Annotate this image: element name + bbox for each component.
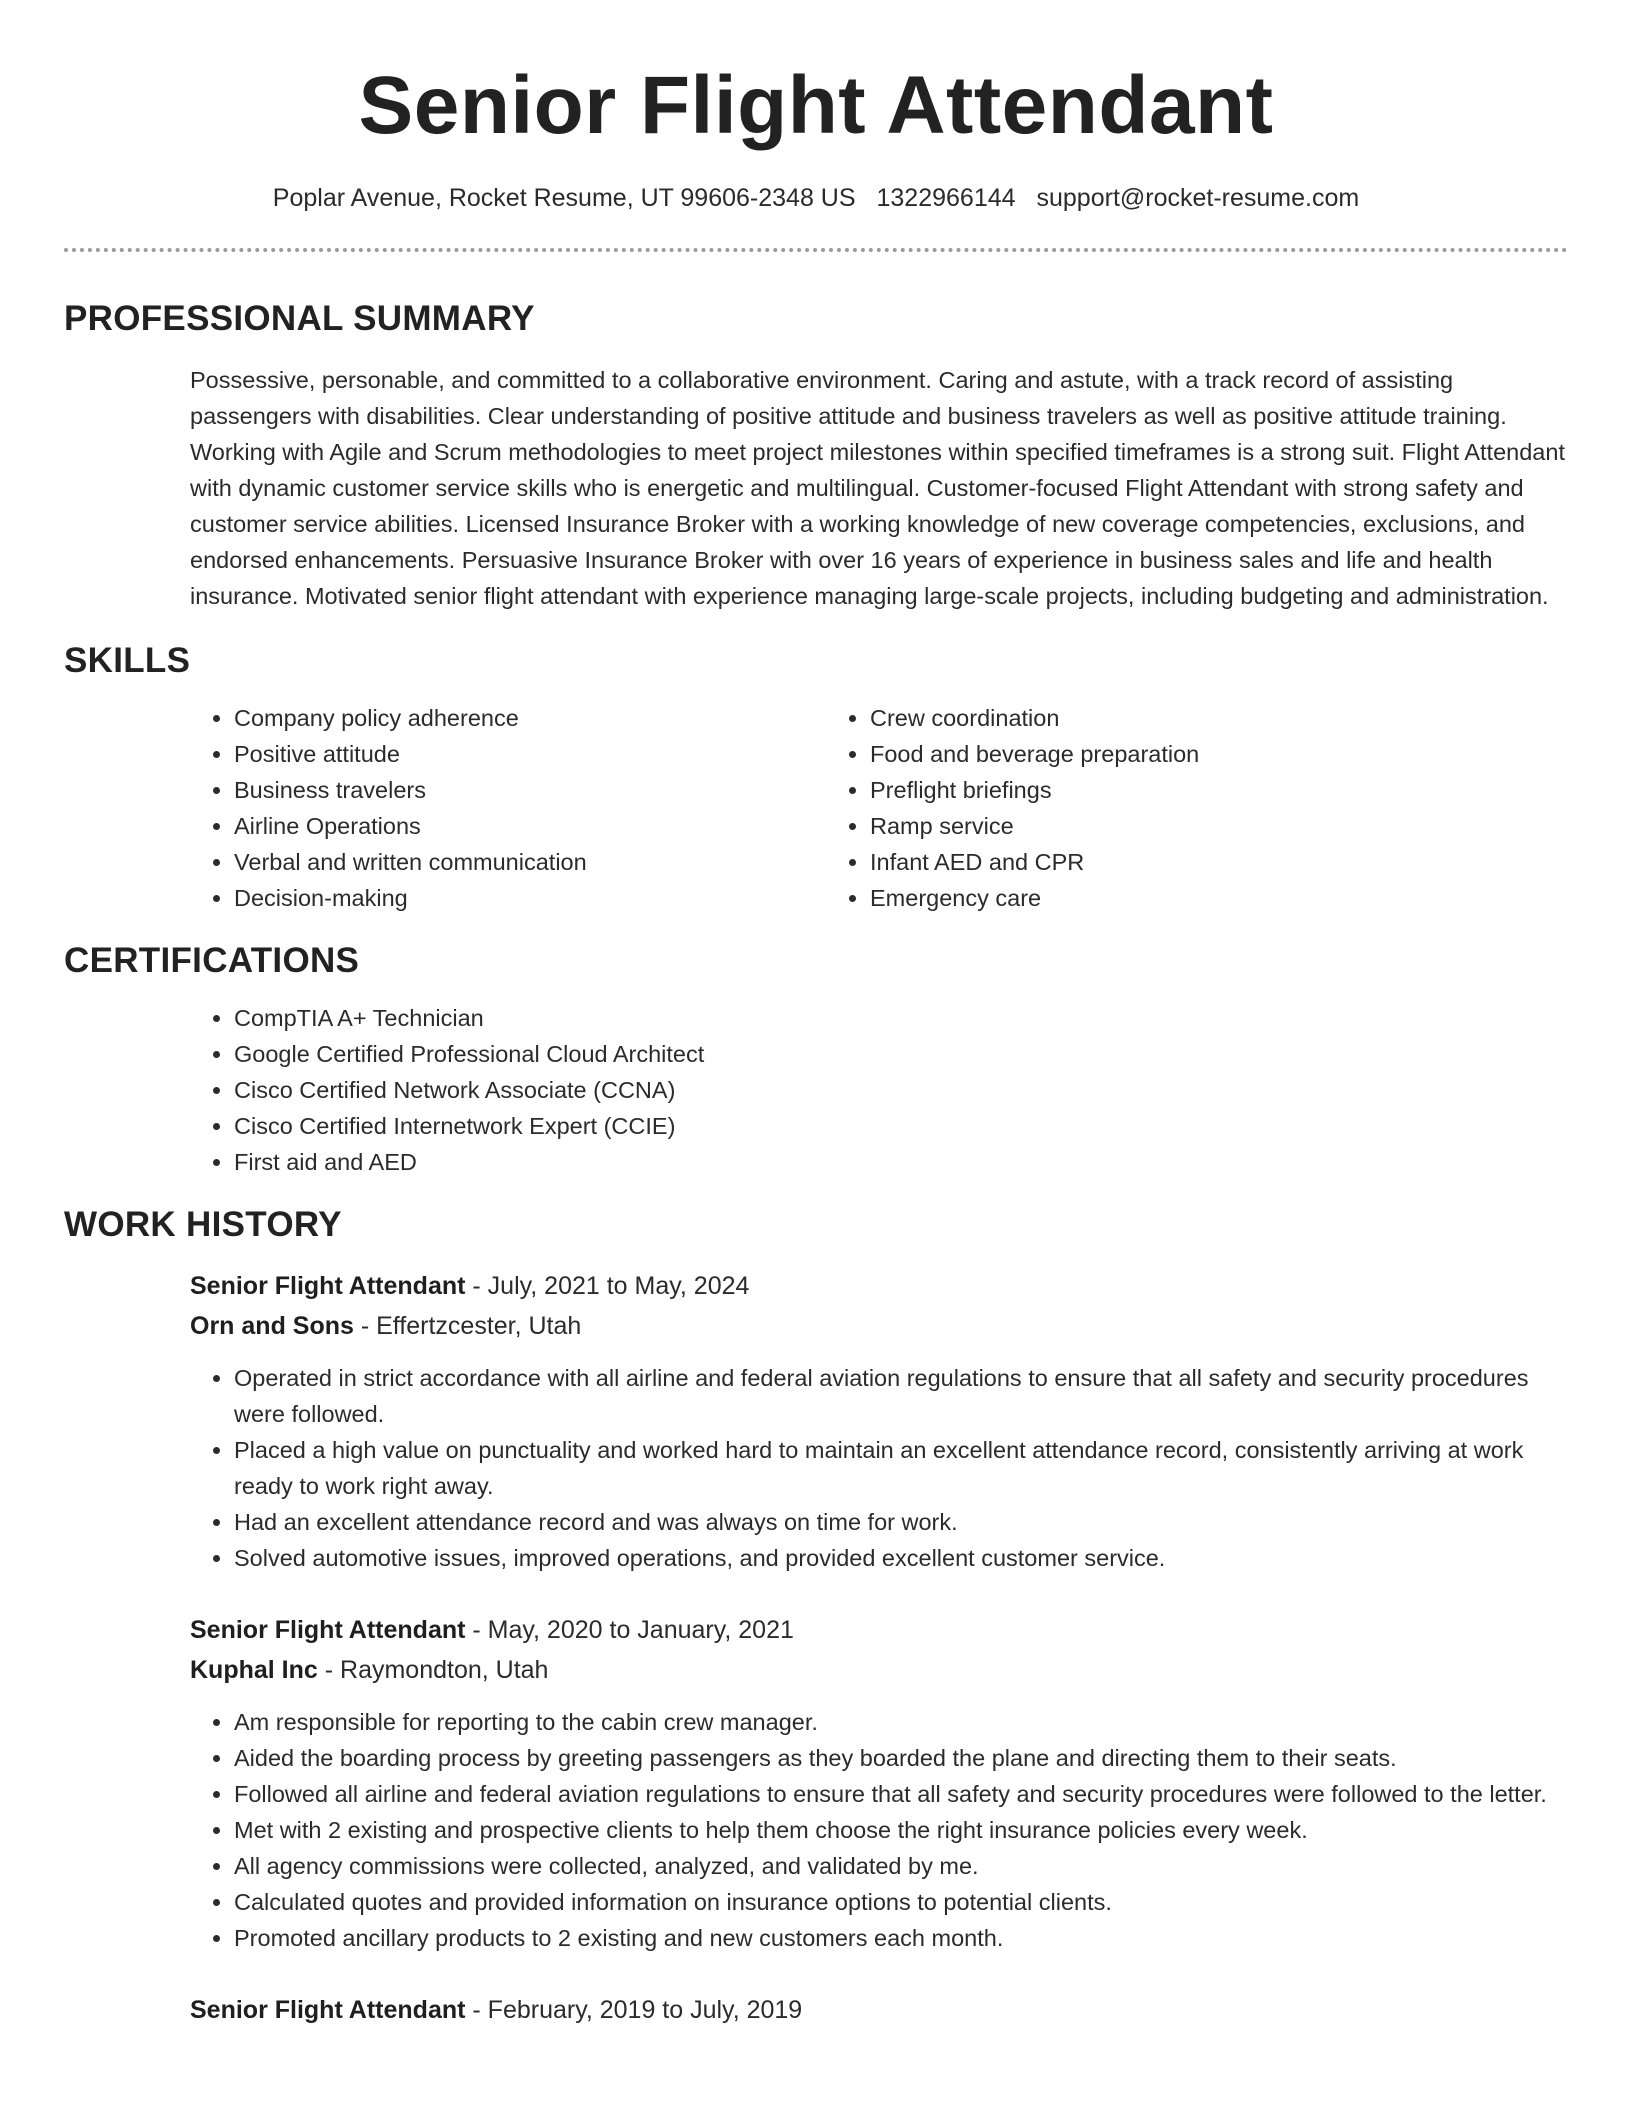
job-title-line <box>190 1266 1568 1306</box>
certification-item: • CompTIA A+ Technician <box>234 1000 1568 1036</box>
skills-column-right <box>826 700 1462 916</box>
skills-heading: SKILLS <box>64 641 191 680</box>
work-history-heading: WORK HISTORY <box>64 1205 342 1244</box>
skill-item: • Verbal and written communication <box>234 844 826 880</box>
skills-column-left <box>190 700 826 916</box>
contact-email: support@rocket-resume.com <box>1036 184 1360 212</box>
contact-phone: 1322966144 <box>876 184 1016 212</box>
job-role: Senior Flight Attendant <box>190 1996 466 2024</box>
skill-item: • Business travelers <box>234 772 826 808</box>
header-divider <box>64 248 1568 252</box>
job-dates: - February, 2019 to July, 2019 <box>465 1996 803 2024</box>
job-company: Kuphal Inc <box>190 1656 318 1684</box>
skill-item: • Airline Operations <box>234 808 826 844</box>
job-bullet: • Operated in strict accordance with all airline and federal aviation regulations to ensure that all safety and security procedures were followed. <box>234 1360 1568 1432</box>
job-bullet: • Followed all airline and federal aviation regulations to ensure that all safety and security procedures were followed to the letter. <box>234 1776 1568 1812</box>
skill-item: • Food and beverage preparation <box>870 736 1462 772</box>
skills-list <box>190 700 1568 916</box>
job-bullets <box>190 1360 1568 1576</box>
certification-item: • First aid and AED <box>234 1144 1568 1180</box>
job-dates: - July, 2021 to May, 2024 <box>465 1272 750 1300</box>
certification-item: • Cisco Certified Network Associate (CCNA) <box>234 1072 1568 1108</box>
certification-item: • Cisco Certified Internetwork Expert (CCIE) <box>234 1108 1568 1144</box>
certifications-heading: CERTIFICATIONS <box>64 941 360 980</box>
skill-item: • Company policy adherence <box>234 700 826 736</box>
skill-item: • Emergency care <box>870 880 1462 916</box>
contact-line <box>64 182 1568 214</box>
job-role: Senior Flight Attendant <box>190 1616 466 1644</box>
job-bullets <box>190 1704 1568 1956</box>
job-title-line <box>190 1990 1568 2030</box>
skill-item: • Ramp service <box>870 808 1462 844</box>
resume-title: Senior Flight Attendant <box>358 60 1274 151</box>
job-bullet: • Had an excellent attendance record and was always on time for work. <box>234 1504 1568 1540</box>
job-entry <box>190 1610 1568 1956</box>
job-entry <box>190 1266 1568 1576</box>
job-bullet: • Met with 2 existing and prospective clients to help them choose the right insurance policies every week. <box>234 1812 1568 1848</box>
skill-item: • Infant AED and CPR <box>870 844 1462 880</box>
skill-item: • Decision-making <box>234 880 826 916</box>
job-bullet: • All agency commissions were collected, analyzed, and validated by me. <box>234 1848 1568 1884</box>
job-bullet: • Am responsible for reporting to the cabin crew manager. <box>234 1704 1568 1740</box>
job-dates: - May, 2020 to January, 2021 <box>465 1616 794 1644</box>
job-bullet: • Placed a high value on punctuality and worked hard to maintain an excellent attendance record, consistently arriving at work ready to work right away. <box>234 1432 1568 1504</box>
job-company: Orn and Sons <box>190 1312 354 1340</box>
job-company-line <box>190 1650 1568 1690</box>
contact-address: Poplar Avenue, Rocket Resume, UT 99606-2348 US <box>272 184 856 212</box>
skill-item: • Preflight briefings <box>870 772 1462 808</box>
job-bullet: • Promoted ancillary products to 2 existing and new customers each month. <box>234 1920 1568 1956</box>
job-location: - Raymondton, Utah <box>317 1656 549 1684</box>
job-bullet: • Solved automotive issues, improved operations, and provided excellent customer service. <box>234 1540 1568 1576</box>
skill-item: • Crew coordination <box>870 700 1462 736</box>
certification-item: • Google Certified Professional Cloud Architect <box>234 1036 1568 1072</box>
skill-item: • Positive attitude <box>234 736 826 772</box>
summary-heading: PROFESSIONAL SUMMARY <box>64 299 535 338</box>
certifications-list <box>190 1000 1568 1180</box>
summary-text: Possessive, personable, and committed to a collaborative environment. Caring and astute, with a track record of assisting passengers with disabilities. Clear understanding of positive attitude and business travelers as well as positive attitude training. Working with Agile and Scrum methodologies to meet project milestones within specified timeframes is a strong suit. Flight Attendant with dynamic customer service skills who is energetic and multilingual. Customer-focused Flight Attendant with strong safety and customer service abilities. Licensed Insurance Broker with a working knowledge of new coverage competencies, exclusions, and endorsed enhancements. Persuasive Insurance Broker with over 16 years of experience in business sales and life and health insurance. Motivated senior flight attendant with experience managing large-scale projects, including budgeting and administration. <box>190 367 1565 609</box>
job-entry <box>190 1990 1568 2030</box>
job-location: - Effertzcester, Utah <box>353 1312 582 1340</box>
job-company-line <box>190 1306 1568 1346</box>
job-role: Senior Flight Attendant <box>190 1272 466 1300</box>
job-title-line <box>190 1610 1568 1650</box>
job-bullet: • Calculated quotes and provided information on insurance options to potential clients. <box>234 1884 1568 1920</box>
job-bullet: • Aided the boarding process by greeting passengers as they boarded the plane and directing them to their seats. <box>234 1740 1568 1776</box>
